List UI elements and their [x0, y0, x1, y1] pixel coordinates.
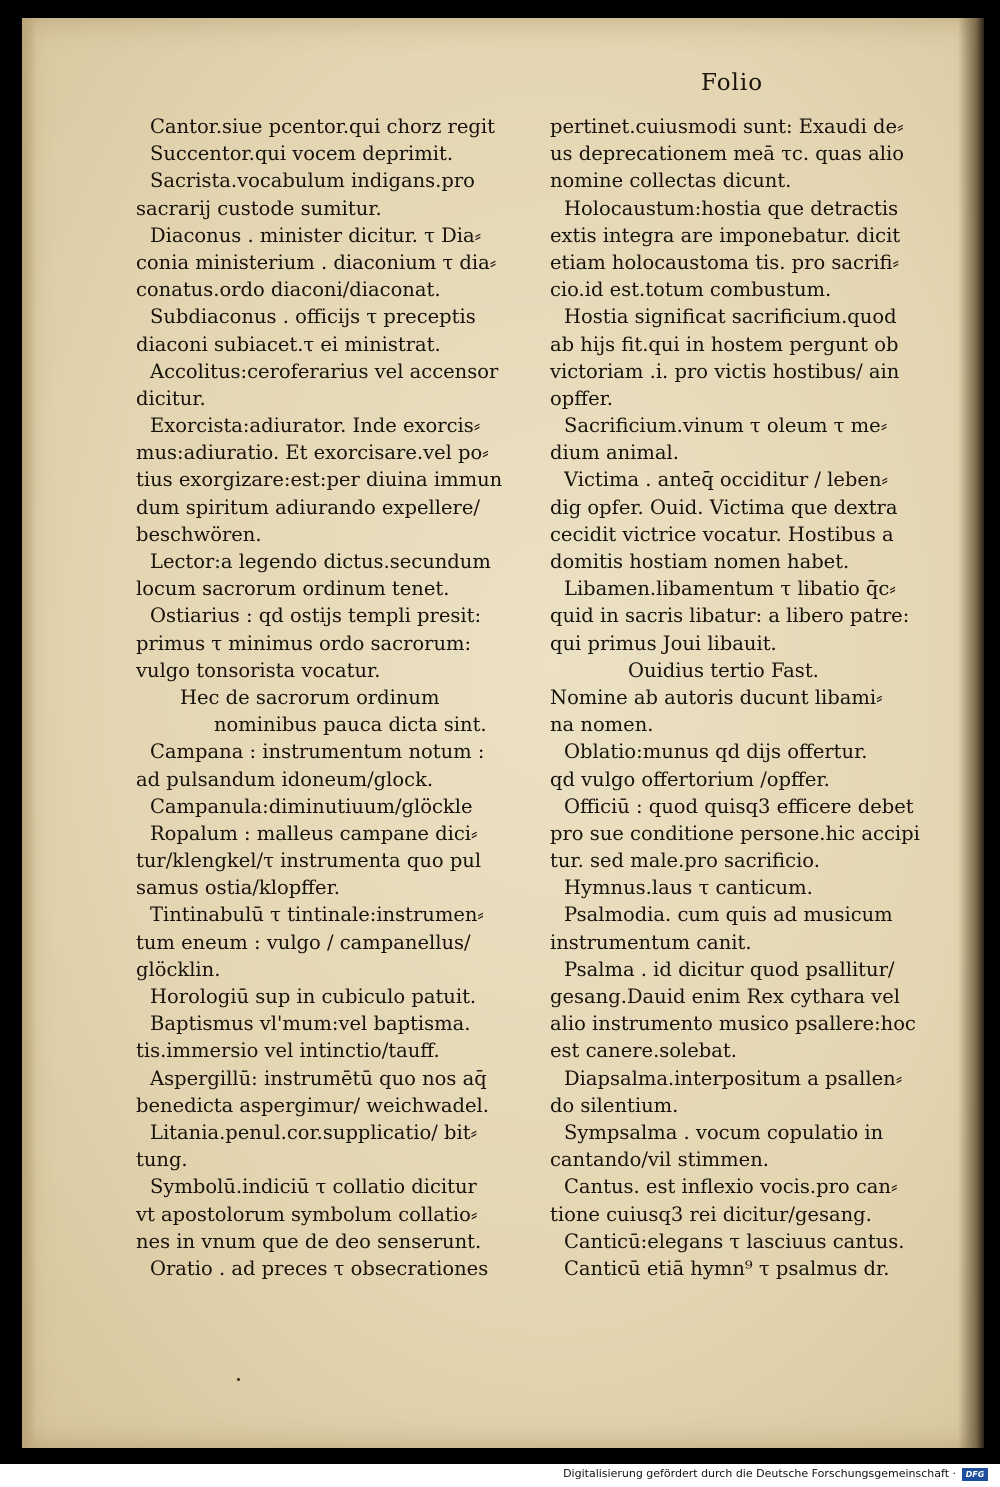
text-line: na nomen.	[550, 713, 654, 737]
text-line: Symbolū.indiciū τ collatio dicitur	[150, 1175, 477, 1199]
text-line: Canticū etiā hymn⁹ τ psalmus dr.	[564, 1256, 890, 1280]
text-line: tius exorgizare:est:per diuina immun	[136, 468, 503, 492]
text-line: do silentium.	[550, 1093, 679, 1117]
text-line: Horologiū sup in cubiculo patuit.	[150, 985, 477, 1008]
text-line: conia ministerium . diaconium τ dia⸗	[136, 250, 497, 274]
text-line: dig opfer. Ouid. Victima que dextra	[550, 495, 898, 519]
page-header: Folio	[701, 70, 764, 96]
text-line: Psalma . id dicitur quod psallitur/	[564, 957, 895, 981]
text-line: etiam holocaustoma tis. pro sacrifi⸗	[550, 250, 900, 274]
text-line: Subdiaconus . officijs τ preceptis	[150, 305, 476, 329]
text-line: Sympsalma . vocum copulatio in	[564, 1120, 884, 1144]
text-line: Tintinabulū τ tintinale:instrumen⸗	[150, 903, 484, 927]
text-line: Accolitus:ceroferarius vel accensor	[150, 359, 499, 383]
text-line: Succentor.qui vocem deprimit.	[150, 142, 454, 166]
text-line: tum eneum : vulgo / campanellus/	[136, 930, 471, 954]
text-line: Campanula:diminutiuum/glöckle	[150, 794, 473, 818]
text-line: Litania.penul.cor.supplicatio/ bit⸗	[150, 1120, 478, 1144]
text-line: Hostia significat sacrificium.quod	[564, 305, 897, 329]
dfg-logo-icon: DFG	[962, 1468, 988, 1481]
text-line: beschwören.	[136, 522, 262, 546]
text-line: Campana : instrumentum notum :	[150, 740, 485, 764]
text-line: samus ostia/klopffer.	[136, 876, 340, 900]
text-line: Oblatio:munus qd dijs offertur.	[564, 740, 868, 764]
text-line: us deprecationem meā τc. quas alio	[550, 142, 904, 166]
text-line: primus τ minimus ordo sacrorum:	[136, 631, 472, 655]
text-line: Nomine ab autoris ducunt libami⸗	[550, 685, 883, 709]
text-line: Exorcista:adiurator. Inde exorcis⸗	[150, 414, 481, 438]
text-line: cecidit victrice vocatur. Hostibus a	[550, 522, 894, 546]
text-line: tur/klengkel/τ instrumenta quo pul	[136, 849, 482, 873]
text-line: diaconi subiacet.τ ei ministrat.	[136, 332, 441, 356]
text-line: tione cuiusq3 rei dicitur/gesang.	[550, 1202, 872, 1226]
text-line: opffer.	[550, 386, 613, 410]
text-line: Hec de sacrorum ordinum	[180, 685, 440, 709]
text-line: Sacrista.vocabulum indigans.pro	[150, 169, 475, 193]
text-line: locum sacrorum ordinum tenet.	[136, 577, 450, 601]
text-line: nomine collectas dicunt.	[550, 169, 792, 193]
text-line: Holocaustum:hostia que detractis	[564, 196, 899, 220]
text-line: Ouidius tertio Fast.	[628, 658, 819, 682]
text-line: Sacrificium.vinum τ oleum τ me⸗	[564, 414, 888, 438]
text-line: alio instrumento musico psallere:hoc	[550, 1012, 916, 1036]
text-line: ab hijs fit.qui in hostem pergunt ob	[550, 332, 899, 356]
text-line: Ropalum : malleus campane dici⸗	[150, 821, 478, 845]
text-line: instrumentum canit.	[550, 930, 752, 954]
text-line: qui primus Joui libauit.	[550, 631, 777, 655]
text-line: nominibus pauca dicta sint.	[214, 713, 487, 737]
text-line: cantando/vil stimmen.	[550, 1148, 769, 1172]
text-line: Diaconus . minister dicitur. τ Dia⸗	[150, 223, 482, 247]
text-line: glöcklin.	[136, 957, 221, 981]
text-line: sacrarij custode sumitur.	[136, 196, 382, 220]
ink-speck	[237, 1378, 240, 1381]
text-line: tung.	[136, 1148, 188, 1172]
text-line: tis.immersio vel intinctio/tauff.	[136, 1039, 440, 1063]
text-line: qd vulgo offertorium /opffer.	[550, 767, 830, 791]
text-line: Psalmodia. cum quis ad musicum	[564, 903, 893, 927]
text-line: Aspergillū: instrumētū quo nos aq̄	[150, 1066, 487, 1090]
text-line: Lector:a legendo dictus.secundum	[150, 550, 491, 573]
text-line: pro sue conditione persone.hic accipi	[550, 821, 920, 845]
text-line: tur. sed male.pro sacrificio.	[550, 849, 820, 873]
left-text-column	[136, 113, 536, 1282]
text-line: quid in sacris libatur: a libero patre:	[550, 604, 910, 628]
text-line: Cantus. est inflexio vocis.pro can⸗	[564, 1175, 898, 1199]
text-line: victoriam .i. pro victis hostibus/ ain	[550, 359, 900, 383]
text-line: Cantor.siue pcentor.qui chorz regit	[150, 115, 495, 138]
text-line: Diapsalma.interpositum a psallen⸗	[564, 1066, 903, 1090]
text-line: cio.id est.totum combustum.	[550, 278, 832, 302]
text-line: Victima . anteq̄ occiditur / leben⸗	[564, 468, 888, 492]
funding-notice: Digitalisierung gefördert durch die Deutsche Forschungsgemeinschaft ·	[563, 1467, 956, 1480]
text-line: Officiū : quod quisq3 efficere debet	[564, 794, 914, 818]
text-line: mus:adiuratio. Et exorcisare.vel po⸗	[136, 441, 489, 465]
text-line: vulgo tonsorista vocatur.	[136, 658, 381, 682]
text-line: conatus.ordo diaconi/diaconat.	[136, 278, 441, 302]
page-right-edge	[958, 18, 984, 1448]
text-line: extis integra are imponebatur. dicit	[550, 223, 901, 247]
text-line: domitis hostiam nomen habet.	[550, 550, 850, 573]
text-line: gesang.Dauid enim Rex cythara vel	[550, 985, 900, 1008]
text-line: Libamen.libamentum τ libatio q̄c⸗	[564, 577, 896, 601]
page-left-edge	[22, 18, 36, 1448]
text-line: ad pulsandum idoneum/glock.	[136, 767, 434, 791]
text-line: Ostiarius : qd ostijs templi presit:	[150, 604, 482, 628]
text-line: Baptismus vl'mum:vel baptisma.	[150, 1012, 471, 1036]
text-line: Oratio . ad preces τ obsecrationes	[150, 1256, 489, 1280]
text-line: Hymnus.laus τ canticum.	[564, 876, 813, 900]
text-line: pertinet.cuiusmodi sunt: Exaudi de⸗	[550, 115, 904, 138]
text-line: dicitur.	[136, 386, 206, 410]
text-line: Canticū:elegans τ lasciuus cantus.	[564, 1229, 905, 1253]
text-line: dium animal.	[550, 441, 679, 465]
text-line: benedicta aspergimur/ weichwadel.	[136, 1093, 489, 1117]
text-line: nes in vnum que de deo senserunt.	[136, 1229, 482, 1253]
right-text-column	[550, 113, 940, 1282]
footer-bar	[0, 1464, 1000, 1487]
text-line: vt apostolorum symbolum collatio⸗	[136, 1202, 478, 1226]
text-line: est canere.solebat.	[550, 1039, 737, 1063]
text-line: dum spiritum adiurando expellere/	[136, 495, 480, 519]
